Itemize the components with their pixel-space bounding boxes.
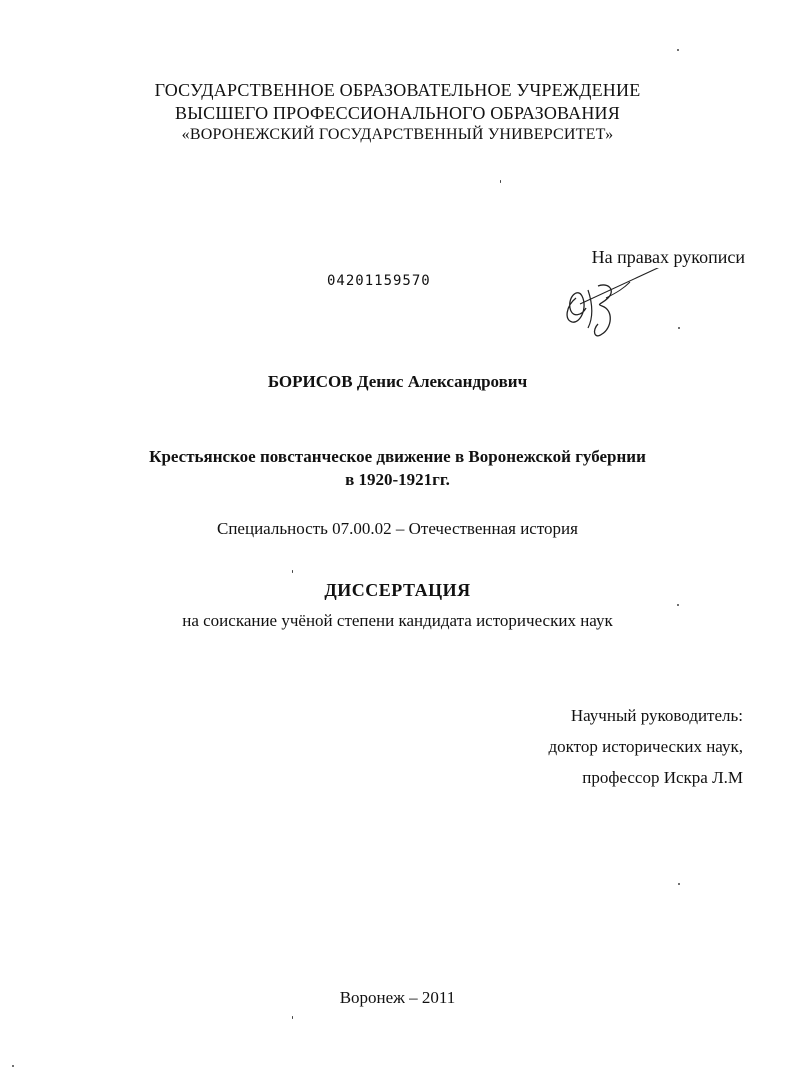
scan-speck (678, 883, 680, 885)
signature-image (558, 268, 678, 348)
institution-line-3: «ВОРОНЕЖСКИЙ ГОСУДАРСТВЕННЫЙ УНИВЕРСИТЕТ» (181, 126, 614, 143)
scan-speck (12, 1065, 14, 1067)
scan-speck (292, 1016, 293, 1019)
specialty: Специальность 07.00.02 – Отечественная история (217, 519, 578, 538)
degree-line: на соискание учёной степени кандидата исторических наук (182, 611, 613, 630)
scan-speck (500, 180, 501, 183)
scan-speck (677, 49, 679, 51)
scan-speck (678, 327, 680, 329)
dissertation-title-line-2: в 1920-1921гг. (345, 470, 450, 489)
catalog-number: 04201159570 (327, 273, 431, 289)
supervisor-label: Научный руководитель: (570, 706, 743, 725)
supervisor-degree: доктор исторических наук, (548, 737, 743, 756)
document-type: ДИССЕРТАЦИЯ (324, 580, 471, 600)
institution-line-1: ГОСУДАРСТВЕННОЕ ОБРАЗОВАТЕЛЬНОЕ УЧРЕЖДЕНИЕ (154, 80, 641, 100)
scan-speck (292, 570, 293, 573)
author-name: БОРИСОВ Денис Александрович (267, 372, 528, 391)
manuscript-note: На правах рукописи (591, 247, 745, 267)
scan-speck (677, 604, 679, 606)
supervisor-name: профессор Искра Л.М (582, 768, 743, 787)
dissertation-title-line-1: Крестьянское повстанческое движение в Воронежской губернии (149, 447, 646, 466)
institution-line-2: ВЫСШЕГО ПРОФЕССИОНАЛЬНОГО ОБРАЗОВАНИЯ (175, 103, 620, 123)
city-year: Воронеж – 2011 (339, 988, 456, 1007)
